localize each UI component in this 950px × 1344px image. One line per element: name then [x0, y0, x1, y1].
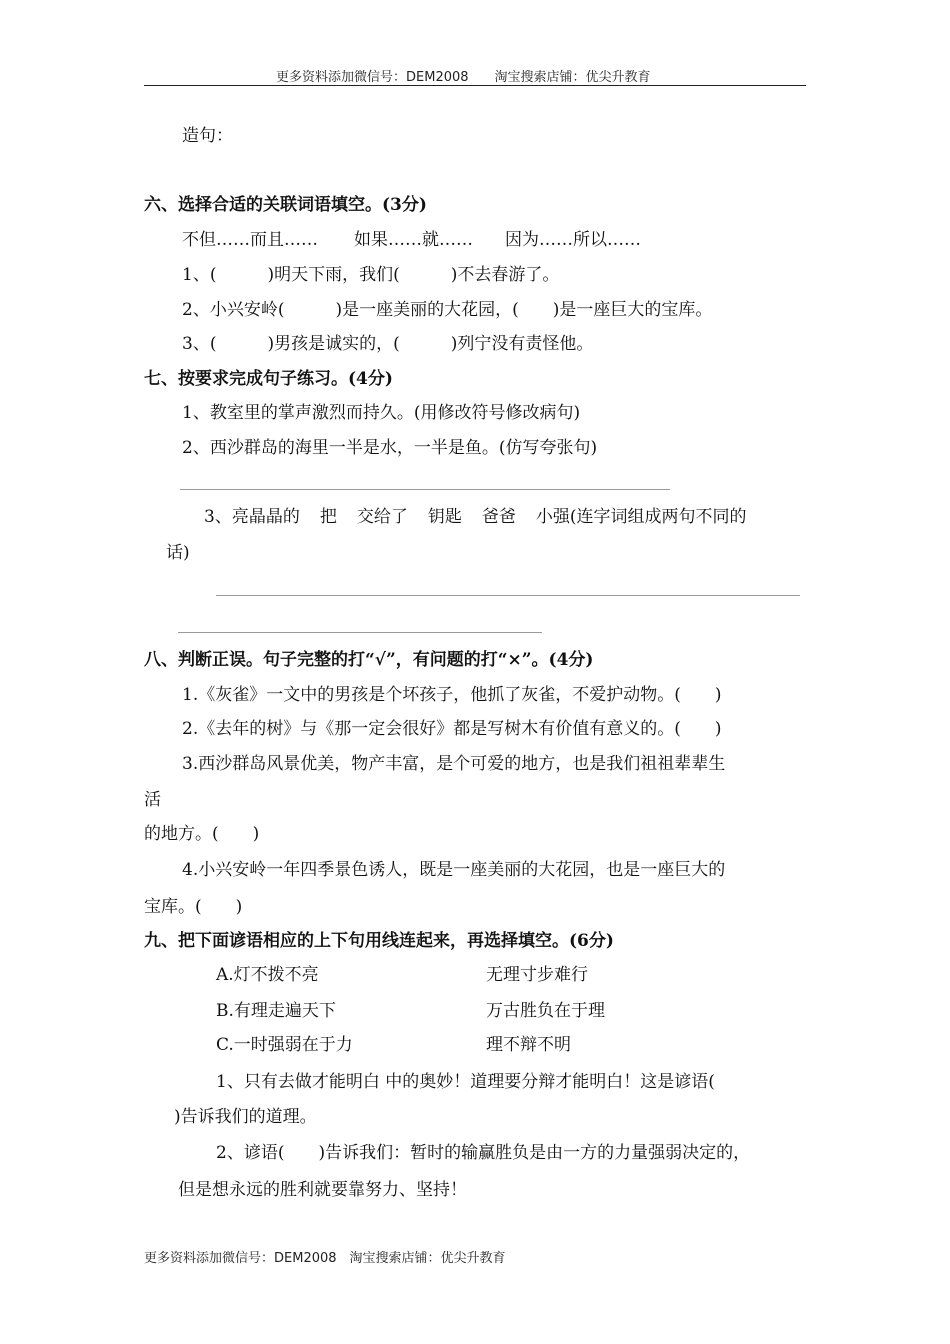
- word-2: 把: [319, 507, 337, 527]
- section-7-title: 七、按要求完成句子练习。(4分): [144, 369, 393, 389]
- sec8-question-4a: 4.小兴安岭一年四季景色诱人，既是一座美丽的大花园，也是一座巨大的: [182, 860, 726, 880]
- option-ruguo: 如果……就……: [354, 230, 473, 250]
- sec9-question-1b: )告诉我们的道理。: [174, 1107, 317, 1127]
- answer-line-1: [180, 489, 670, 490]
- sec9-question-2b: 但是想永远的胜利就要靠努力、坚持！: [178, 1180, 467, 1200]
- sec8-question-3c: 的地方。( ): [144, 824, 260, 844]
- page-footer: 更多资料添加微信号：DEM2008 淘宝搜索店铺：优尖升教育: [144, 1251, 506, 1266]
- sec6-question-1: 1、( )明天下雨，我们( )不去春游了。: [182, 265, 560, 285]
- proverb-left-b: B.有理走遍天下: [216, 1001, 336, 1021]
- sec6-options: [182, 229, 641, 251]
- section-8-title: 八、判断正误。句子完整的打“√”，有问题的打“×”。(4分): [144, 650, 594, 670]
- word-3: 交给了: [356, 507, 408, 527]
- proverb-right-1: 无理寸步难行: [486, 965, 588, 985]
- sec6-question-3: 3、( )男孩是诚实的，( )列宁没有责怪他。: [182, 334, 594, 354]
- sec6-question-2: 2、小兴安岭( )是一座美丽的大花园，( )是一座巨大的宝库。: [182, 300, 713, 320]
- sec7-question-2: 2、西沙群岛的海里一半是水，一半是鱼。(仿写夸张句): [182, 438, 598, 458]
- sec8-question-2: 2.《去年的树》与《那一定会很好》都是写树木有价值有意义的。( ): [182, 719, 722, 739]
- proverb-left-a: A.灯不拨不亮: [216, 965, 319, 985]
- option-yinwei: 因为……所以……: [505, 230, 641, 250]
- proverb-right-3: 理不辩不明: [486, 1035, 571, 1055]
- page-header: 更多资料添加微信号：DEM2008 淘宝搜索店铺：优尖升教育: [276, 70, 651, 85]
- proverb-right-2: 万古胜负在于理: [486, 1001, 605, 1021]
- answer-line-3: [178, 632, 542, 633]
- word-6: 小强(连字词组成两句不同的: [535, 507, 747, 527]
- sec8-question-3a: 3.西沙群岛风景优美，物产丰富，是个可爱的地方，也是我们祖祖辈辈生: [182, 754, 726, 774]
- word-4: 钥匙: [427, 507, 462, 527]
- word-5: 爸爸: [481, 507, 516, 527]
- section-9-title: 九、把下面谚语相应的上下句用线连起来，再选择填空。(6分): [144, 931, 614, 951]
- sec8-question-1: 1.《灰雀》一文中的男孩是个坏孩子，他抓了灰雀，不爱护动物。( ): [182, 685, 722, 705]
- sec7-question-3: [204, 506, 746, 528]
- sec8-question-4b: 宝库。( ): [144, 897, 243, 917]
- sec9-question-1a: 1、只有去做才能明白 中的奥妙！道理要分辩才能明白！这是谚语(: [216, 1072, 715, 1092]
- proverb-left-c: C.一时强弱在于力: [216, 1035, 353, 1055]
- header-rule: [144, 85, 806, 86]
- zaoju-label: 造句：: [182, 126, 233, 146]
- sec9-question-2a: 2、谚语( )告诉我们：暂时的输赢胜负是由一方的力量强弱决定的，: [216, 1143, 751, 1163]
- word-1: 3、亮晶晶的: [204, 507, 300, 527]
- sec7-question-1: 1、教室里的掌声激烈而持久。(用修改符号修改病句): [182, 403, 581, 423]
- answer-line-2: [216, 595, 800, 596]
- sec7-question-3-end: 话): [166, 543, 190, 563]
- option-buden: 不但……而且……: [182, 230, 318, 250]
- section-6-title: 六、选择合适的关联词语填空。(3分): [144, 195, 427, 215]
- sec8-question-3b: 活: [144, 790, 161, 810]
